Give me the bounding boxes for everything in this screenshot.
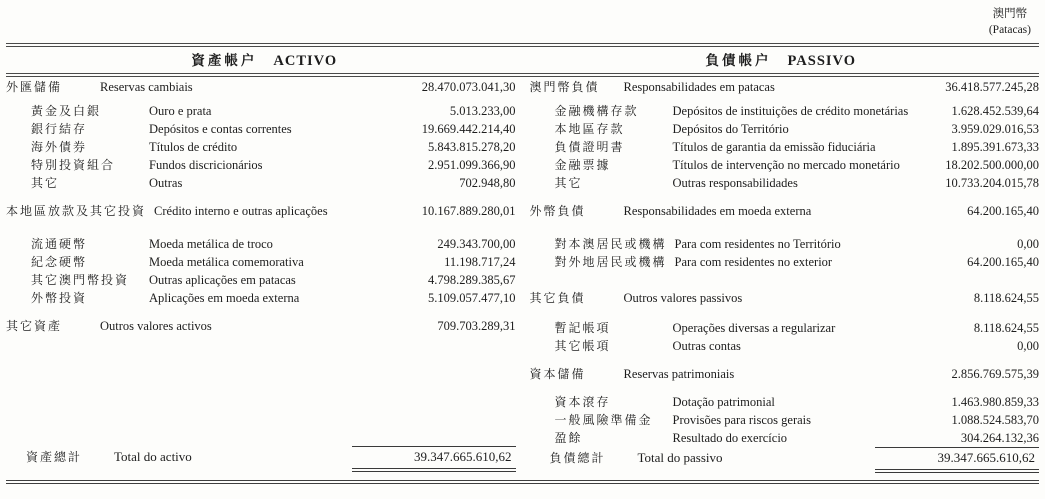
label-cn: 黃金及白銀 <box>31 104 102 118</box>
amount: 11.198.717,24 <box>444 255 516 269</box>
currency-unit <box>989 7 1031 38</box>
label-pt: Outros valores passivos <box>623 291 743 305</box>
amount: 5.843.815.278,20 <box>428 140 516 154</box>
amount: 1.628.452.539,64 <box>951 104 1039 118</box>
assets-column <box>6 78 516 472</box>
label-cn: 流通硬幣 <box>31 237 88 251</box>
label-cn: 本地區放款及其它投資 <box>6 204 147 218</box>
label-pt: Depósitos de instituições de crédito monetárias <box>672 104 909 118</box>
label-cn: 資產總計 <box>26 450 83 464</box>
section-header-band <box>6 43 1039 77</box>
assets-total-row <box>6 446 516 472</box>
label-pt: Para com residentes no exterior <box>674 255 833 269</box>
liability-row <box>530 102 1040 120</box>
amount: 19.669.442.214,40 <box>421 122 516 136</box>
liability-row <box>530 120 1040 138</box>
amount: 2.951.099.366,90 <box>428 158 516 172</box>
liability-row <box>530 235 1040 253</box>
label-pt: Títulos de crédito <box>149 140 238 154</box>
label-pt: Aplicações em moeda externa <box>149 291 300 305</box>
label-pt: Outros valores activos <box>100 319 212 333</box>
amount: 64.200.165,40 <box>967 255 1039 269</box>
label-pt: Outras <box>149 176 183 190</box>
label-cn: 資本滾存 <box>554 395 611 409</box>
amount: 5.013.233,00 <box>449 104 516 118</box>
label-cn: 其它 <box>554 176 583 190</box>
amount: 1.895.391.673,33 <box>951 140 1039 154</box>
liability-row <box>530 393 1040 411</box>
amount: 8.118.624,55 <box>973 321 1039 335</box>
liability-row <box>530 138 1040 156</box>
amount: 304.264.132,36 <box>960 431 1039 445</box>
amount: 0,00 <box>1017 237 1039 251</box>
label-pt: Moeda metálica comemorativa <box>149 255 304 269</box>
liabilities-header <box>523 47 1040 73</box>
label-pt: Dotação patrimonial <box>672 395 775 409</box>
label-cn: 外匯儲備 <box>6 80 63 94</box>
label-cn: 暫記帳項 <box>554 321 611 335</box>
asset-row <box>6 102 516 120</box>
liabilities-total-row <box>530 447 1040 473</box>
asset-row <box>6 202 516 220</box>
label-pt: Ouro e prata <box>149 104 212 118</box>
label-pt: Títulos de intervenção no mercado monetário <box>672 158 900 172</box>
label-cn: 其它負債 <box>529 291 586 305</box>
label-pt: Depósitos do Território <box>672 122 789 136</box>
label-cn: 資本儲備 <box>529 367 586 381</box>
amount: 5.109.057.477,10 <box>428 291 516 305</box>
asset-row <box>6 317 516 335</box>
amount: 1.088.524.583,70 <box>951 413 1039 427</box>
two-column-body <box>6 78 1039 472</box>
asset-row <box>6 235 516 253</box>
label-pt: Crédito interno e outras aplicações <box>154 204 328 218</box>
label-cn: 對外地居民或機構 <box>554 255 667 269</box>
label-cn: 澳門幣負債 <box>529 80 600 94</box>
amount: 10.167.889.280,01 <box>421 204 516 218</box>
label-cn: 金融機構存款 <box>554 104 639 118</box>
asset-row <box>6 156 516 174</box>
label-cn: 紀念硬幣 <box>31 255 88 269</box>
asset-row <box>6 289 516 307</box>
label-pt: Moeda metálica de troco <box>149 237 273 251</box>
label-pt: Outras contas <box>672 339 741 353</box>
liability-row <box>530 319 1040 337</box>
total-amount: 39.347.665.610,62 <box>352 446 516 472</box>
label-cn: 特別投資組合 <box>31 158 116 172</box>
liability-row <box>530 365 1040 383</box>
assets-header-pt: ACTIVO <box>273 53 338 69</box>
label-pt: Reservas patrimoniais <box>623 367 735 381</box>
label-cn: 負債總計 <box>549 451 606 465</box>
liability-row <box>530 337 1040 355</box>
label-pt: Fundos discricionários <box>149 158 263 172</box>
amount: 8.118.624,55 <box>973 291 1039 305</box>
label-pt: Outras responsabilidades <box>672 176 798 190</box>
liability-row <box>530 202 1040 220</box>
amount: 0,00 <box>1017 339 1039 353</box>
amount: 64.200.165,40 <box>967 204 1039 218</box>
label-pt: Títulos de garantia da emissão fiduciária <box>672 140 876 154</box>
amount: 4.798.289.385,67 <box>428 273 516 287</box>
amount: 2.856.769.575,39 <box>951 367 1039 381</box>
liability-row <box>530 156 1040 174</box>
label-cn: 外幣投資 <box>31 291 88 305</box>
label-pt: Responsabilidades em patacas <box>623 80 775 94</box>
liability-row <box>530 289 1040 307</box>
label-cn: 一般風險準備金 <box>554 413 653 427</box>
label-pt: Resultado do exercício <box>672 431 788 445</box>
label-pt: Reservas cambiais <box>100 80 193 94</box>
asset-row <box>6 253 516 271</box>
asset-row <box>6 174 516 192</box>
label-cn: 外幣負債 <box>529 204 586 218</box>
total-amount: 39.347.665.610,62 <box>875 447 1039 473</box>
label-pt: Total do activo <box>114 449 192 464</box>
asset-row <box>6 271 516 289</box>
liability-row <box>530 253 1040 271</box>
amount: 709.703.289,31 <box>437 319 516 333</box>
label-pt: Provisões para riscos gerais <box>672 413 812 427</box>
liability-row <box>530 78 1040 96</box>
liability-row <box>530 429 1040 447</box>
label-cn: 其它資產 <box>6 319 63 333</box>
label-cn: 對本澳居民或機構 <box>554 237 667 251</box>
label-pt: Total do passivo <box>637 450 723 465</box>
label-cn: 其它 <box>31 176 60 190</box>
label-cn: 金融票據 <box>554 158 611 172</box>
label-cn: 海外債券 <box>31 140 88 154</box>
liabilities-column <box>530 78 1040 472</box>
label-pt: Para com residentes no Território <box>674 237 841 251</box>
amount: 249.343.700,00 <box>437 237 516 251</box>
liabilities-header-cn: 負債帳户 <box>705 53 772 68</box>
liability-row <box>530 411 1040 429</box>
label-pt: Outras aplicações em patacas <box>149 273 296 287</box>
amount: 3.959.029.016,53 <box>951 122 1039 136</box>
label-cn: 其它帳項 <box>554 339 611 353</box>
label-cn: 其它澳門幣投資 <box>31 273 130 287</box>
label-pt: Depósitos e contas correntes <box>149 122 292 136</box>
amount: 702.948,80 <box>459 176 516 190</box>
amount: 28.470.073.041,30 <box>421 80 516 94</box>
label-pt: Operações diversas a regularizar <box>672 321 836 335</box>
bottom-double-rule <box>6 480 1039 484</box>
label-cn: 盈餘 <box>554 431 583 445</box>
amount: 18.202.500.000,00 <box>945 158 1039 172</box>
label-cn: 銀行結存 <box>31 122 88 136</box>
currency-unit-pt: (Patacas) <box>988 23 1031 36</box>
amount: 36.418.577.245,28 <box>945 80 1039 94</box>
asset-row <box>6 138 516 156</box>
asset-row <box>6 78 516 96</box>
label-cn: 本地區存款 <box>554 122 625 136</box>
liability-row <box>530 174 1040 192</box>
assets-header <box>6 47 523 73</box>
amount: 1.463.980.859,33 <box>951 395 1039 409</box>
currency-unit-cn: 澳門幣 <box>992 8 1028 20</box>
label-cn: 負債證明書 <box>554 140 625 154</box>
label-pt: Responsabilidades em moeda externa <box>623 204 812 218</box>
asset-row <box>6 120 516 138</box>
assets-header-cn: 資產帳户 <box>191 53 258 68</box>
liabilities-header-pt: PASSIVO <box>787 53 856 69</box>
amount: 10.733.204.015,78 <box>945 176 1039 190</box>
